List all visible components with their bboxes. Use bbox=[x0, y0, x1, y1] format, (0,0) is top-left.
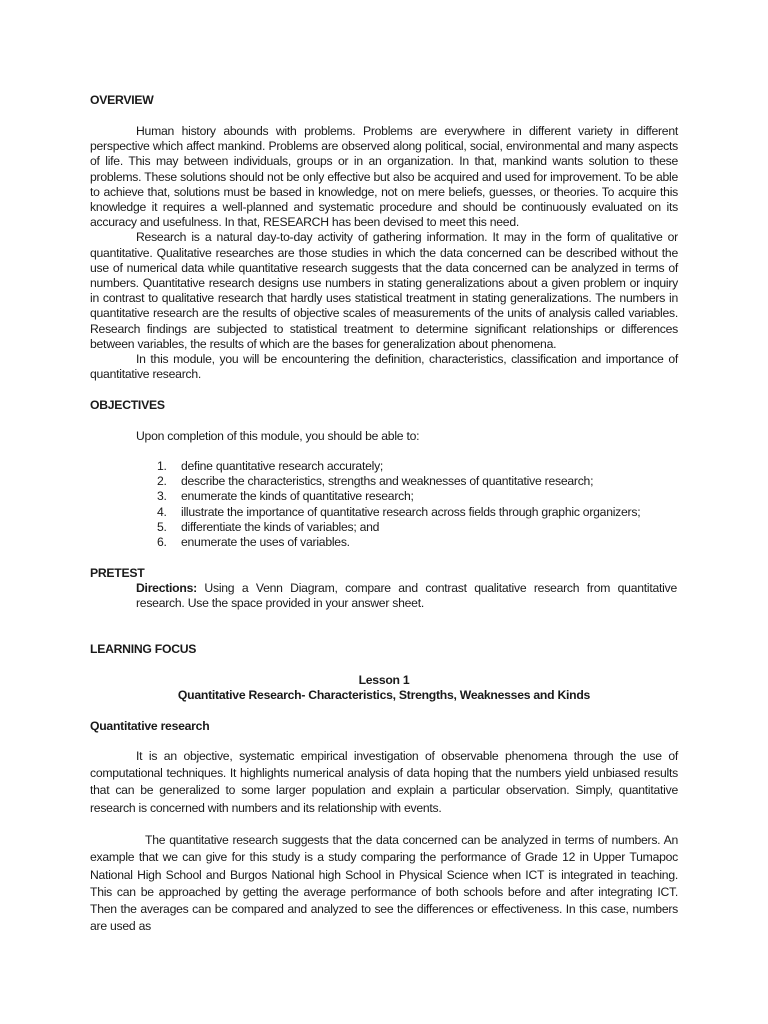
list-item: 6. enumerate the uses of variables. bbox=[157, 535, 350, 550]
lesson-title: Quantitative Research- Characteristics, Strengths, Weaknesses and Kinds bbox=[177, 688, 591, 702]
list-item: 1. define quantitative research accurately; bbox=[157, 459, 384, 473]
quantitative-research-heading: Quantitative research bbox=[90, 719, 210, 733]
directions-text: Using a Venn Diagram, compare and contrast qualitative research from quantitative research. Use the space provided in your answer sheet. bbox=[136, 581, 677, 611]
objectives-heading: OBJECTIVES bbox=[90, 398, 165, 412]
list-item: 5. differentiate the kinds of variables; and bbox=[157, 519, 380, 534]
overview-heading: OVERVIEW bbox=[90, 93, 154, 107]
overview-paragraph-2: Research is a natural day-to-day activity of gathering information. It may in the form of qualitative or quantitative. Qualitative researches are those studies in which the data concerned can be described without the use of numerical data while quantitative research suggests that the data concerned can be analyzed in terms of numbers. Quantitative research designs use numbers in stating generalizations about a given problem or inquiry in contrast to qualitative research that hardly uses statistical treatment in stating generalizations. The numbers in quantitative research are the results of objective scales of measurements of the units of analysis called variables. Research findings are subjected to statistical treatment to determine significant relationships or differences between variables, the results of which are the bases for generalization about phenomena. bbox=[90, 230, 678, 351]
overview-paragraph-1: Human history abounds with problems. Problems are everywhere in different variety in different perspective which affect mankind. Problems are observed along political, social, environmental and many aspects of life. This may between individuals, groups or in an organization. In that, mankind wants solution to these problems. These solutions should not be only effective but also be acquired and used for improvement. To be able to achieve that, solutions must be based in knowledge, not on mere beliefs, guesses, or theories. To acquire this knowledge it requires a well-planned and systematic procedure and should be continuously evaluated on its accuracy and usefulness. In that, RESEARCH has been devised to meet this need. bbox=[90, 124, 678, 230]
pretest-heading: PRETEST bbox=[90, 566, 145, 580]
learning-focus-heading: LEARNING FOCUS bbox=[90, 642, 197, 656]
quantitative-paragraph-1: It is an objective, systematic empirical investigation of observable phenomena through the use of computational techniques. It highlights numerical analysis of data hoping that the numbers yield unbiased results that can be generalized to some larger population and explain a particular observation. Simply, quantitative research is concerned with numbers and its relationship with events. bbox=[90, 749, 678, 815]
pretest-directions bbox=[136, 581, 677, 611]
lesson-number: Lesson 1 bbox=[358, 673, 410, 687]
quantitative-paragraph-2-block bbox=[90, 832, 678, 936]
directions-label: Directions: bbox=[136, 581, 197, 595]
objectives-list bbox=[157, 459, 677, 550]
overview-section bbox=[90, 124, 678, 382]
quantitative-paragraph-2: The quantitative research suggests that the data concerned can be analyzed in terms of numbers. An example that we can give for this study is a study comparing the performance of Grade 12 in Upper Tumapoc National High School and Burgos National high School in Physical Science when ICT is integrated in teaching. This can be approached by getting the average performance of both schools before and after integrating ICT. Then the averages can be compared and analyzed to see the differences or effectiveness. In this case, numbers are used as bbox=[90, 833, 678, 934]
list-item: 4. illustrate the importance of quantitative research across fields through graphic organizers; bbox=[157, 504, 641, 519]
quantitative-paragraph-1-block bbox=[90, 748, 678, 817]
objectives-intro: Upon completion of this module, you should be able to: bbox=[136, 429, 420, 443]
overview-paragraph-3: In this module, you will be encountering the definition, characteristics, classification and importance of quantitative research. bbox=[90, 352, 678, 382]
list-item: 2. describe the characteristics, strengths and weaknesses of quantitative research; bbox=[157, 474, 594, 489]
list-item: 3. enumerate the kinds of quantitative research; bbox=[157, 489, 414, 504]
